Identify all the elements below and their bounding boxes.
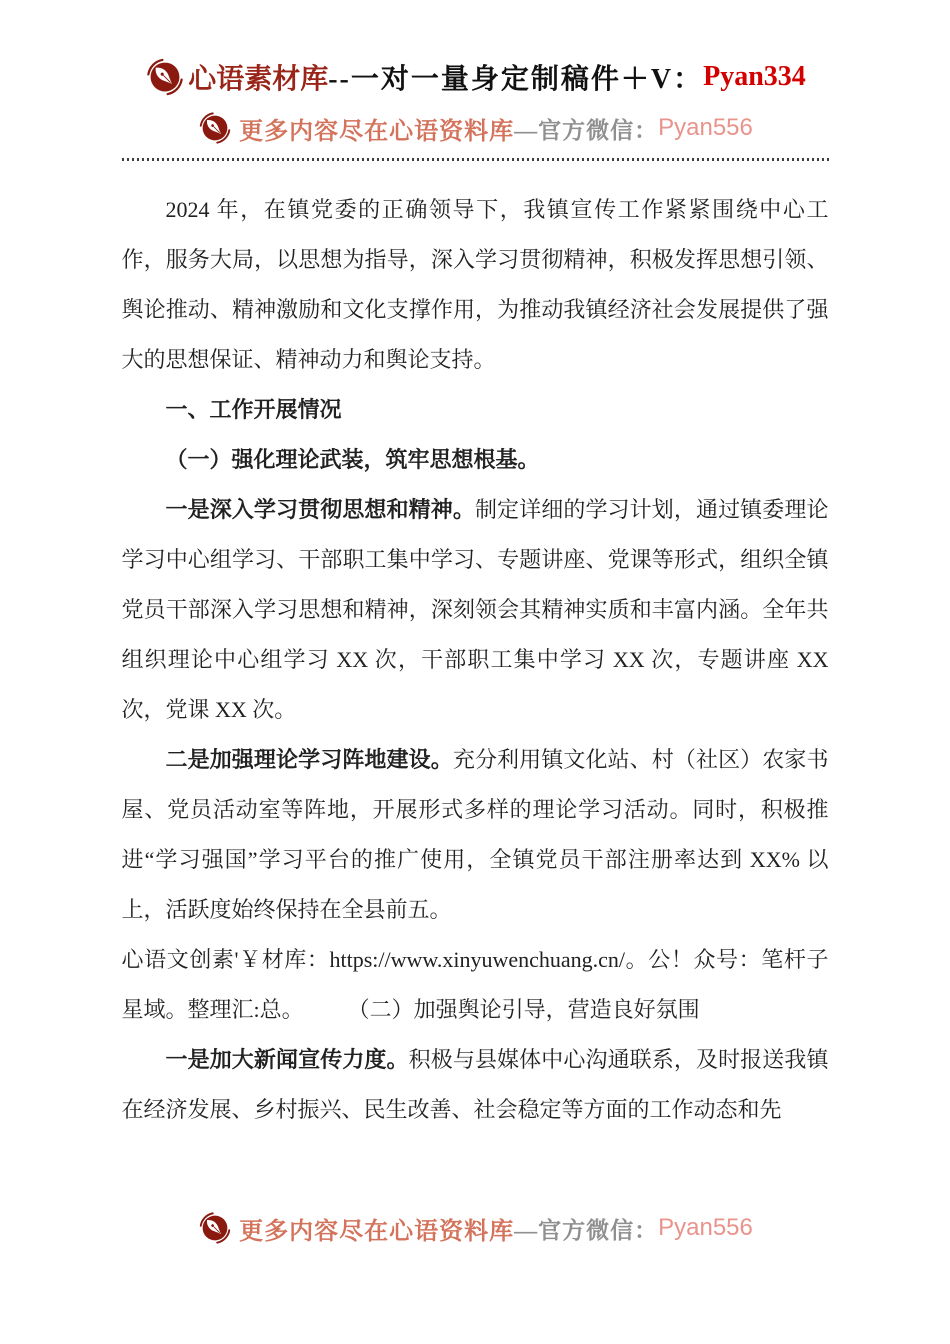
wechat-label: —官方微信： [514,117,659,143]
paragraph-lead: 一是深入学习贯彻思想和精神。 [165,497,475,522]
pen-swirl-logo-icon [197,110,233,146]
paragraph-text: 制定详细的学习计划，通过镇委理论学习中心组学习、干部职工集中学习、专题讲座、党课等形式，组织全镇党员干部深入学习思想和精神，深刻领会其精神实质和丰富内涵。全年共组织理论中心组学习 XX 次，干部职工集中学习 XX 次，专题讲座 XX 次，党课 XX 次。 [121,497,829,722]
heading-section-1-1: （一）强化理论武装，筑牢思想根基。 [165,447,540,472]
heading-section-1-2: （二）加强舆论引导，营造良好氛围 [347,997,700,1022]
header-tagline: --一对一量身定制稿件＋V： [328,64,704,95]
paragraph-position-building [122,735,829,935]
wechat-id-secondary: Pyan556 [658,114,753,141]
promo-text: 更多内容尽在心语资料库 [239,118,515,145]
pen-swirl-logo-icon [144,56,186,98]
footer-banner [0,1206,950,1250]
paragraph-text: 积极与县媒体中心沟通联系，及时报送我镇在经济发展、乡村振兴、民生改善、社会稳定等方面的工作动态和先 [121,1047,829,1122]
header-banner-primary [0,56,950,98]
dotted-divider [122,158,829,161]
watermark-text: 心语文创素'￥材库：https://www.xinyuwenchuang.cn/。公！众号：笔杆子星域。整理汇:总。 [121,947,829,1022]
pen-swirl-logo-icon [197,1210,233,1246]
header-banner [0,0,950,148]
paragraph-lead: 二是加强理论学习阵地建设。 [165,747,453,772]
brand-name: 心语素材库 [188,64,329,95]
wechat-label: —官方微信： [514,1217,659,1243]
promo-text: 更多内容尽在心语资料库 [239,1218,515,1245]
wechat-id-primary: Pyan334 [703,61,806,92]
header-banner-secondary [0,108,950,148]
paragraph-lead: 一是加大新闻宣传力度。 [165,1047,409,1072]
paragraph-news-publicity [122,1035,829,1135]
paragraph-theory-study [122,485,829,735]
paragraph-intro [122,185,829,385]
paragraph-text: 充分利用镇文化站、村（社区）农家书屋、党员活动室等阵地，开展形式多样的理论学习活动。同时，积极推进“学习强国”学习平台的推广使用，全镇党员干部注册率达到 XX% 以上，活跃度始终保持在全县前五。 [121,747,829,922]
paragraph-watermark [122,935,829,1035]
heading-section-1: 一、工作开展情况 [165,397,342,422]
wechat-id-secondary: Pyan556 [658,1214,753,1241]
document-body [122,185,829,1135]
paragraph-text: 2024 年，在镇党委的正确领导下，我镇宣传工作紧紧围绕中心工作，服务大局，以思想为指导，深入学习贯彻精神，积极发挥思想引领、舆论推动、精神激励和文化支撑作用，为推动我镇经济社会发展提供了强大的思想保证、精神动力和舆论支持。 [121,197,829,372]
